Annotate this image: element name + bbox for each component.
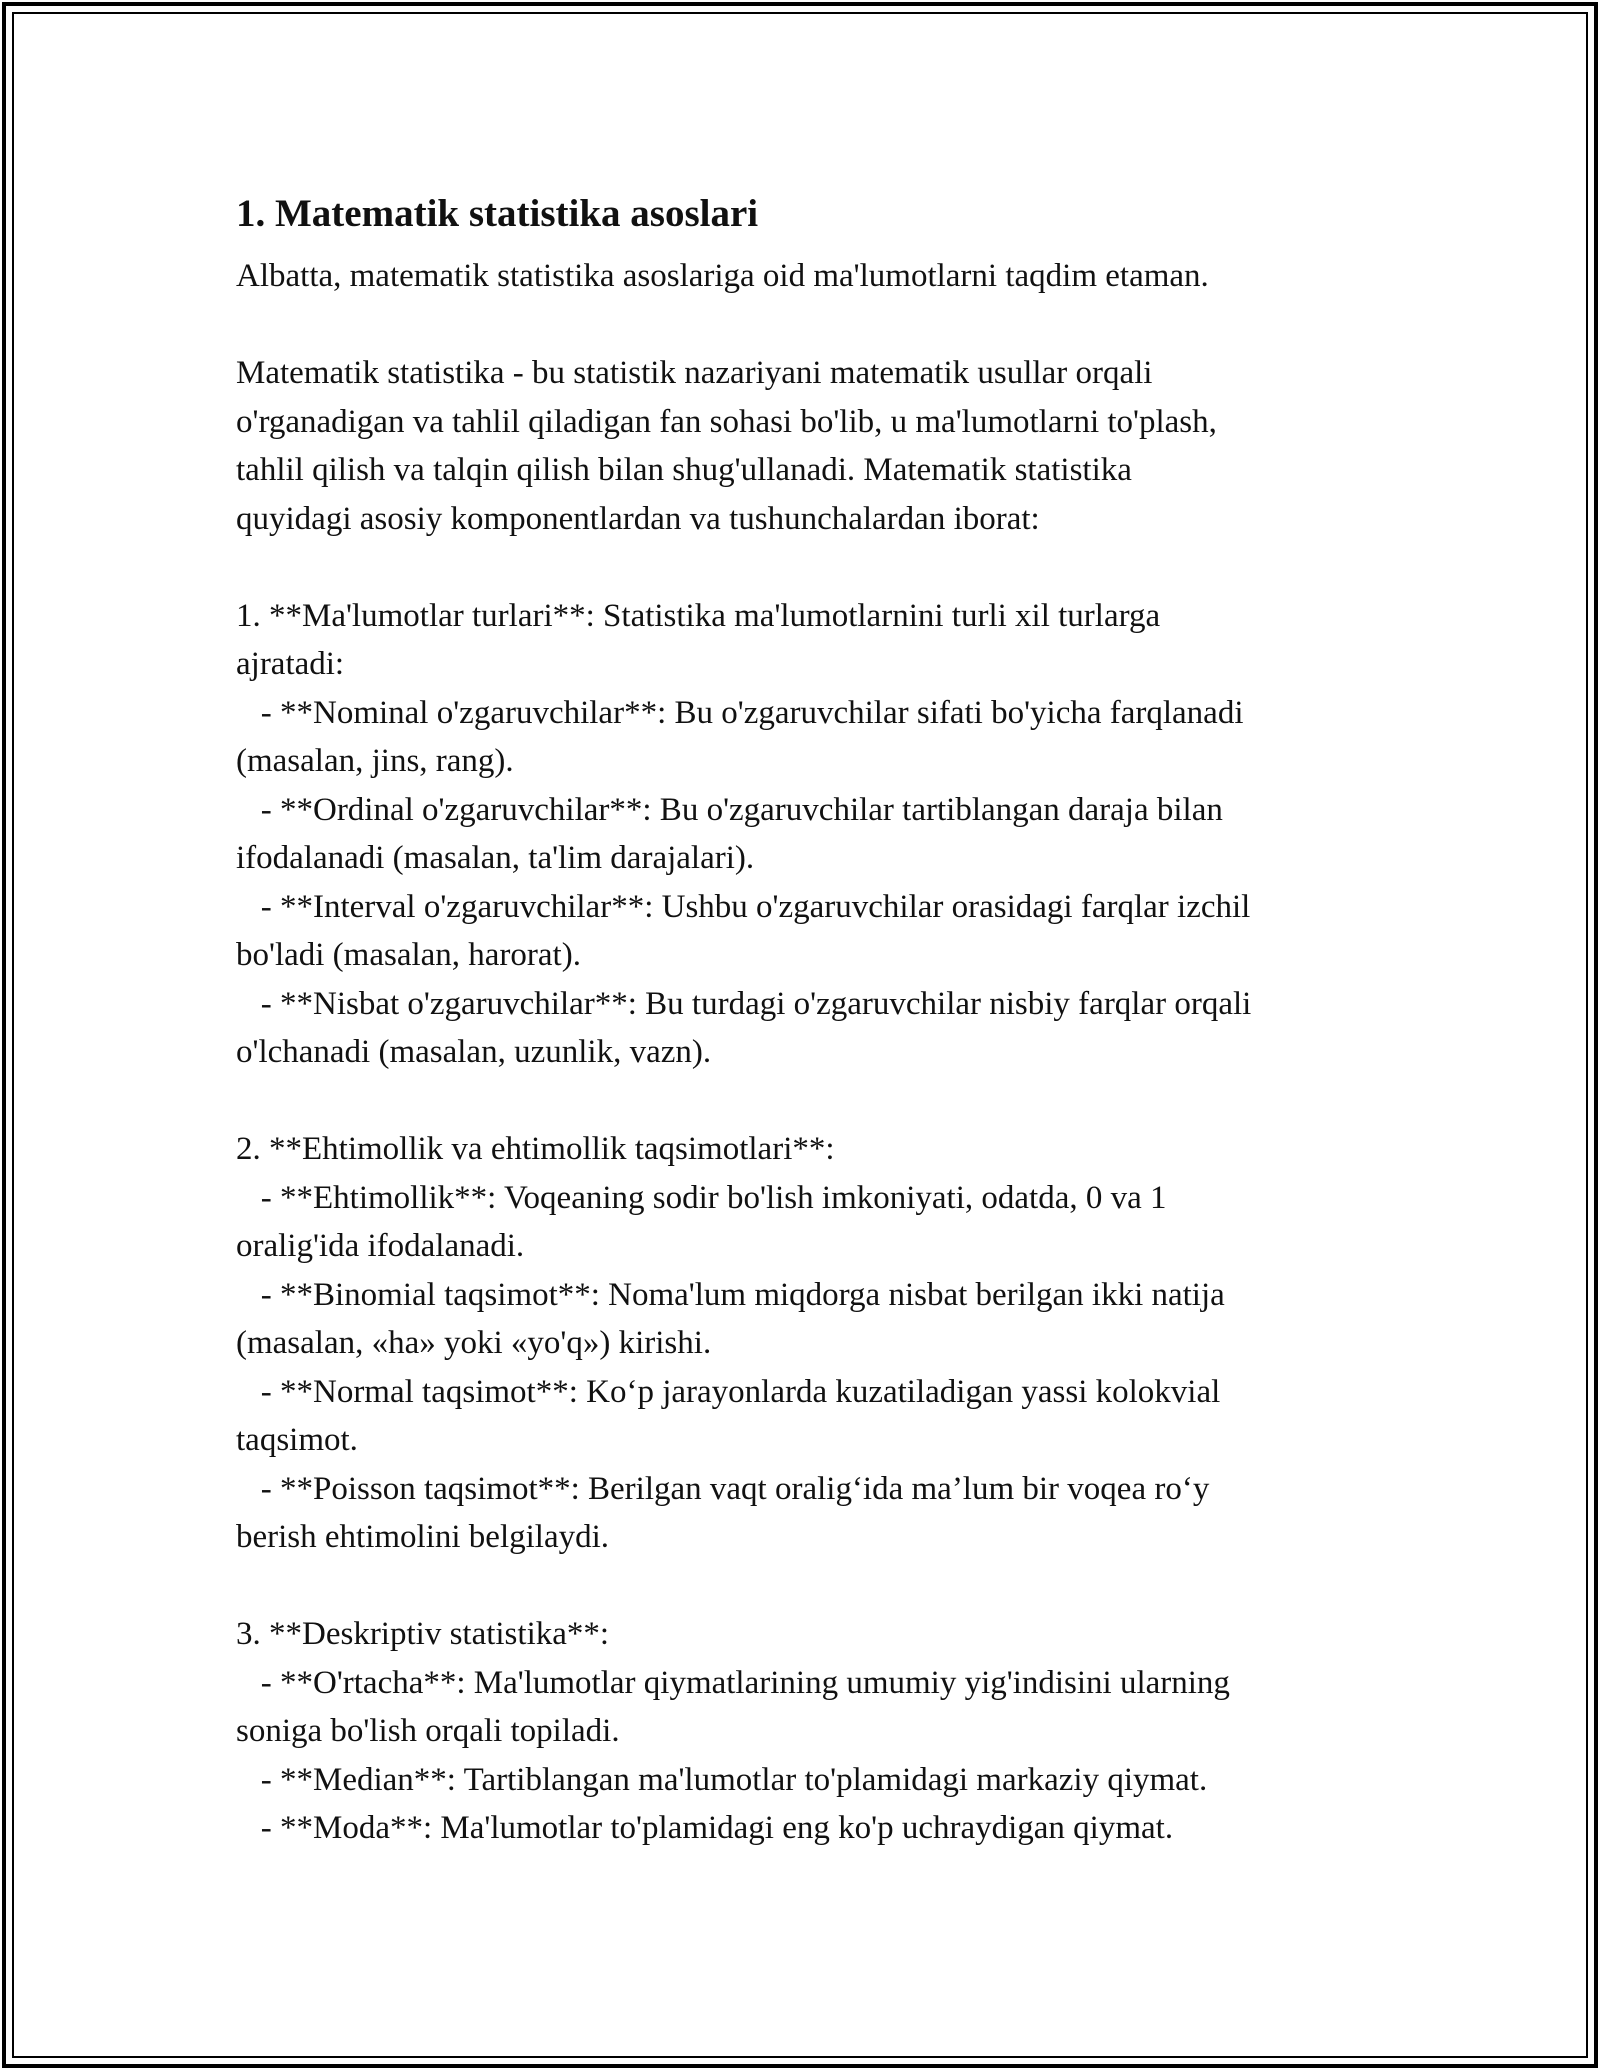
- text-line: - **Median**: Tartiblangan ma'lumotlar to'plamidagi markaziy qiymat.: [236, 1761, 1208, 1798]
- text-line: - **Moda**: Ma'lumotlar to'plamidagi eng ko'p uchraydigan qiymat.: [236, 1810, 1174, 1846]
- text-line: - **Normal taqsimot**: Ko‘p jarayonlarda kuzatiladigan yassi kolokvial: [236, 1373, 1221, 1410]
- text-line: 1. **Ma'lumotlar turlari**: Statistika ma'lumotlarnini turli xil turlarga: [236, 597, 1161, 634]
- paragraph-gap: [236, 543, 1386, 592]
- text-line: (masalan, jins, rang).: [236, 743, 514, 779]
- text-line: 3. **Deskriptiv statistika**:: [236, 1616, 610, 1652]
- text-line: - **Nisbat o'zgaruvchilar**: Bu turdagi o'zgaruvchilar nisbiy farqlar orqali: [236, 985, 1252, 1022]
- text-line: Matematik statistika - bu statistik nazariyani matematik usullar orqali: [236, 355, 1153, 391]
- text-line: berish ehtimolini belgilaydi.: [236, 1519, 610, 1555]
- intro-paragraph: Albatta, matematik statistika asoslariga oid ma'lumotlarni taqdim etaman.: [236, 258, 1209, 294]
- text-line: - **Binomial taqsimot**: Noma'lum miqdorga nisbat berilgan ikki natija: [236, 1276, 1225, 1313]
- text-line: quyidagi asosiy komponentlardan va tushunchalardan iborat:: [236, 500, 1040, 537]
- text-line: (masalan, «ha» yoki «yo'q») kirishi.: [236, 1325, 712, 1361]
- text-line: 2. **Ehtimollik va ehtimollik taqsimotlari**:: [236, 1131, 835, 1167]
- paragraph-gap: [236, 1077, 1386, 1126]
- text-line: - **Ehtimollik**: Voqeaning sodir bo'lish imkoniyati, odatda, 0 va 1: [236, 1179, 1167, 1216]
- document-body: [236, 184, 1386, 1853]
- section-data-types: [236, 592, 1386, 1077]
- text-line: - **Interval o'zgaruvchilar**: Ushbu o'zgaruvchilar orasidagi farqlar izchil: [236, 888, 1251, 925]
- text-line: o'lchanadi (masalan, uzunlik, vazn).: [236, 1034, 712, 1070]
- text-line: oralig'ida ifodalanadi.: [236, 1228, 525, 1264]
- text-line: soniga bo'lish orqali topiladi.: [236, 1713, 620, 1749]
- document-title: 1. Matematik statistika asoslari: [236, 192, 759, 235]
- paragraph-gap: [236, 301, 1386, 350]
- section-descriptive-statistics: [236, 1610, 1386, 1853]
- section-probability: [236, 1125, 1386, 1562]
- text-line: taqsimot.: [236, 1422, 358, 1458]
- text-line: ajratadi:: [236, 646, 345, 682]
- text-line: ifodalanadi (masalan, ta'lim darajalari).: [236, 840, 755, 876]
- paragraph-gap: [236, 1562, 1386, 1611]
- definition-paragraph: [236, 349, 1386, 543]
- text-line: bo'ladi (masalan, harorat).: [236, 937, 581, 973]
- text-line: - **Ordinal o'zgaruvchilar**: Bu o'zgaruvchilar tartiblangan daraja bilan: [236, 791, 1223, 828]
- text-line: - **O'rtacha**: Ma'lumotlar qiymatlarining umumiy yig'indisini ularning: [236, 1664, 1230, 1701]
- text-line: - **Nominal o'zgaruvchilar**: Bu o'zgaruvchilar sifati bo'yicha farqlanadi: [236, 694, 1244, 731]
- text-line: - **Poisson taqsimot**: Berilgan vaqt oralig‘ida ma’lum bir voqea ro‘y: [236, 1470, 1210, 1507]
- text-line: tahlil qilish va talqin qilish bilan shug'ullanadi. Matematik statistika: [236, 452, 1132, 488]
- text-line: o'rganadigan va tahlil qiladigan fan sohasi bo'lib, u ma'lumotlarni to'plash,: [236, 403, 1217, 440]
